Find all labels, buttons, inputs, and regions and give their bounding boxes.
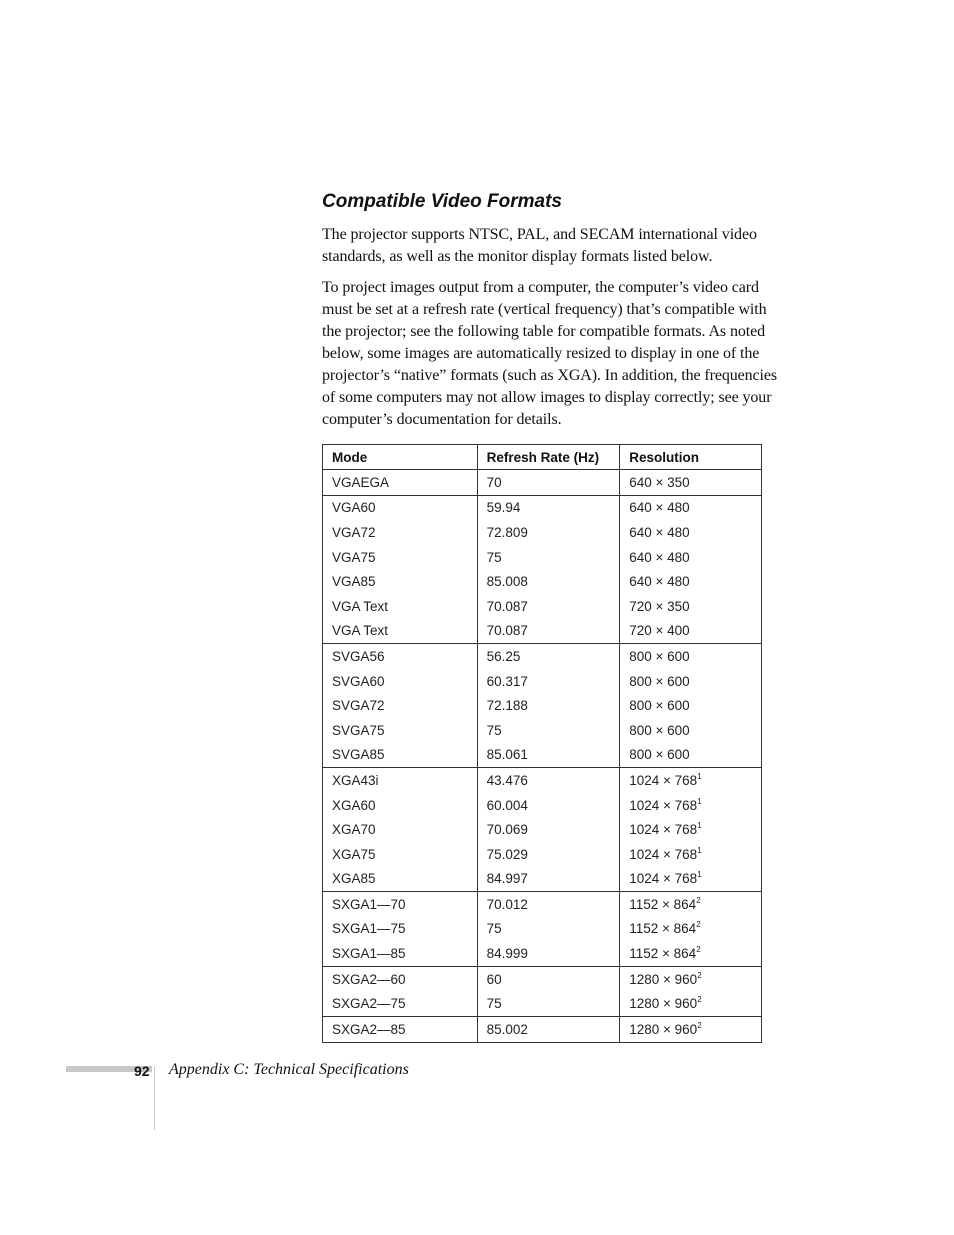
cell-mode: SXGA1—75 (323, 917, 478, 942)
footnote-marker: 2 (697, 1020, 702, 1030)
resolution-value: 640 × 480 (629, 524, 690, 540)
header-resolution: Resolution (620, 445, 762, 470)
cell-mode: SXGA2—75 (323, 991, 478, 1016)
resolution-value: 1152 × 864 (629, 921, 697, 937)
cell-resolution (620, 941, 762, 966)
resolution-value: 1152 × 864 (629, 896, 697, 912)
table-row (323, 917, 762, 942)
cell-refresh-rate: 75 (477, 991, 620, 1016)
table-row (323, 842, 762, 867)
cell-mode: SVGA85 (323, 743, 478, 768)
cell-mode: SVGA56 (323, 644, 478, 669)
resolution-value: 1152 × 864 (629, 946, 697, 962)
cell-refresh-rate: 72.188 (477, 693, 620, 718)
cell-mode: SVGA75 (323, 718, 478, 743)
table-row (323, 569, 762, 594)
footer-divider (154, 1066, 155, 1130)
cell-resolution (620, 966, 762, 991)
cell-refresh-rate: 70.012 (477, 892, 620, 917)
cell-mode: XGA43i (323, 768, 478, 793)
table-row (323, 867, 762, 892)
cell-mode: SVGA60 (323, 669, 478, 694)
cell-mode: VGA85 (323, 569, 478, 594)
table-row (323, 693, 762, 718)
footer-title: Appendix C: Technical Specifications (169, 1061, 409, 1078)
cell-resolution (620, 545, 762, 570)
table-row (323, 793, 762, 818)
cell-mode: VGAEGA (323, 470, 478, 496)
cell-refresh-rate: 43.476 (477, 768, 620, 793)
resolution-value: 1024 × 768 (629, 797, 698, 813)
table-row (323, 892, 762, 917)
cell-resolution (620, 693, 762, 718)
cell-mode: SXGA2—85 (323, 1017, 478, 1043)
cell-resolution (620, 793, 762, 818)
footnote-marker: 2 (696, 920, 701, 930)
resolution-value: 720 × 350 (629, 598, 690, 614)
resolution-value: 800 × 600 (629, 698, 690, 714)
resolution-value: 1280 × 960 (629, 971, 698, 987)
footnote-marker: 2 (696, 895, 701, 905)
resolution-value: 640 × 480 (629, 549, 690, 565)
cell-mode: VGA60 (323, 495, 478, 520)
cell-refresh-rate: 70 (477, 470, 620, 496)
cell-refresh-rate: 60.317 (477, 669, 620, 694)
table-body (323, 470, 762, 1043)
intro-paragraph: The projector supports NTSC, PAL, and SECAM international video standards, as well as the monitor display formats listed below. (322, 226, 757, 265)
resolution-value: 1280 × 960 (629, 1021, 698, 1037)
cell-refresh-rate: 84.999 (477, 941, 620, 966)
footnote-marker: 1 (697, 845, 702, 855)
cell-mode: SXGA2—60 (323, 966, 478, 991)
footnote-marker: 1 (697, 821, 702, 831)
cell-resolution (620, 842, 762, 867)
resolution-value: 1024 × 768 (629, 822, 698, 838)
table-row (323, 743, 762, 768)
cell-refresh-rate: 59.94 (477, 495, 620, 520)
cell-refresh-rate: 75.029 (477, 842, 620, 867)
resolution-value: 640 × 480 (629, 574, 690, 590)
table-row (323, 644, 762, 669)
footnote-marker: 2 (696, 945, 701, 955)
cell-resolution (620, 619, 762, 644)
cell-mode: XGA85 (323, 867, 478, 892)
table-row (323, 669, 762, 694)
resolution-value: 1024 × 768 (629, 846, 698, 862)
cell-refresh-rate: 84.997 (477, 867, 620, 892)
cell-mode: VGA Text (323, 619, 478, 644)
header-refresh-rate: Refresh Rate (Hz) (477, 445, 620, 470)
cell-mode: VGA72 (323, 520, 478, 545)
cell-refresh-rate: 60.004 (477, 793, 620, 818)
cell-mode: XGA75 (323, 842, 478, 867)
cell-refresh-rate: 70.069 (477, 817, 620, 842)
cell-resolution (620, 718, 762, 743)
header-mode: Mode (323, 445, 478, 470)
cell-mode: XGA70 (323, 817, 478, 842)
cell-mode: VGA75 (323, 545, 478, 570)
table-row (323, 520, 762, 545)
resolution-value: 800 × 600 (629, 747, 690, 763)
resolution-value: 800 × 600 (629, 722, 690, 738)
cell-resolution (620, 817, 762, 842)
table-row (323, 817, 762, 842)
cell-resolution (620, 594, 762, 619)
video-formats-table (322, 444, 762, 1043)
cell-resolution (620, 892, 762, 917)
page-content (322, 188, 784, 440)
cell-refresh-rate: 72.809 (477, 520, 620, 545)
resolution-value: 800 × 600 (629, 648, 690, 664)
resolution-value: 1280 × 960 (629, 996, 698, 1012)
cell-resolution (620, 991, 762, 1016)
footnote-marker: 1 (697, 796, 702, 806)
cell-mode: SXGA1—85 (323, 941, 478, 966)
cell-resolution (620, 495, 762, 520)
table-row (323, 1017, 762, 1043)
cell-mode: VGA Text (323, 594, 478, 619)
page-number: 92 (134, 1063, 150, 1079)
footnote-marker: 1 (697, 771, 702, 781)
cell-refresh-rate: 70.087 (477, 619, 620, 644)
table-row (323, 594, 762, 619)
table-row (323, 718, 762, 743)
table-row (323, 966, 762, 991)
section-title: Compatible Video Formats (322, 191, 562, 212)
cell-mode: SXGA1—70 (323, 892, 478, 917)
resolution-value: 640 × 480 (629, 500, 690, 516)
cell-refresh-rate: 85.008 (477, 569, 620, 594)
cell-refresh-rate: 75 (477, 917, 620, 942)
resolution-value: 720 × 400 (629, 623, 690, 639)
computer-paragraph: To project images output from a computer, the computer’s video card must be set at a refresh rate (vertical frequency) that’s compatible with the projector; see the following table for compatible formats. As noted below, some images are automatically resized to display in one of the projector’s “native” formats (such as XGA). In addition, the frequencies of some computers may not allow images to display correctly; see your computer’s documentation for details. (322, 279, 778, 428)
resolution-value: 1024 × 768 (629, 871, 698, 887)
cell-resolution (620, 520, 762, 545)
cell-resolution (620, 743, 762, 768)
cell-resolution (620, 917, 762, 942)
cell-refresh-rate: 75 (477, 718, 620, 743)
table-row (323, 619, 762, 644)
table-header-row (323, 445, 762, 470)
resolution-value: 640 × 350 (629, 474, 690, 490)
cell-refresh-rate: 85.002 (477, 1017, 620, 1043)
cell-refresh-rate: 56.25 (477, 644, 620, 669)
table-row (323, 470, 762, 496)
cell-refresh-rate: 85.061 (477, 743, 620, 768)
cell-resolution (620, 669, 762, 694)
footnote-marker: 2 (697, 970, 702, 980)
cell-refresh-rate: 60 (477, 966, 620, 991)
cell-resolution (620, 569, 762, 594)
table-row (323, 495, 762, 520)
cell-resolution (620, 1017, 762, 1043)
resolution-value: 1024 × 768 (629, 772, 698, 788)
cell-resolution (620, 768, 762, 793)
cell-resolution (620, 867, 762, 892)
cell-mode: XGA60 (323, 793, 478, 818)
cell-refresh-rate: 75 (477, 545, 620, 570)
table-row (323, 768, 762, 793)
cell-mode: SVGA72 (323, 693, 478, 718)
table-row (323, 545, 762, 570)
table-row (323, 941, 762, 966)
table-row (323, 991, 762, 1016)
footnote-marker: 1 (697, 870, 702, 880)
footnote-marker: 2 (697, 995, 702, 1005)
resolution-value: 800 × 600 (629, 673, 690, 689)
cell-resolution (620, 644, 762, 669)
cell-resolution (620, 470, 762, 496)
cell-refresh-rate: 70.087 (477, 594, 620, 619)
